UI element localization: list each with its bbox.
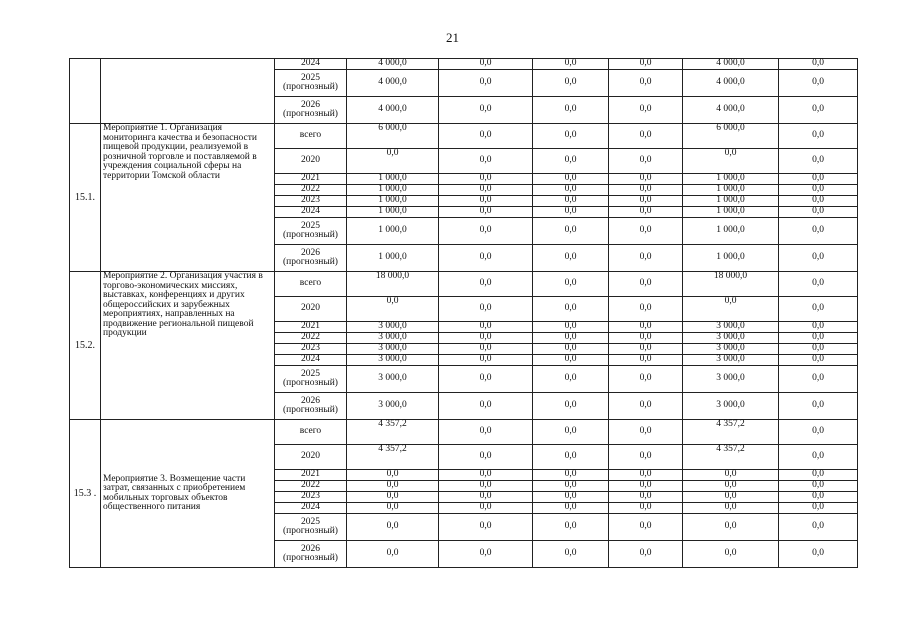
value-cell: 0,0	[533, 196, 609, 207]
year-label: 2026	[301, 395, 320, 406]
value-cell: 0,0	[533, 355, 609, 366]
value-cell: 0,0	[533, 97, 609, 124]
value-cell: 0,0	[439, 218, 533, 245]
value-cell: 3 000,0	[683, 344, 779, 355]
value-cell: 3 000,0	[683, 393, 779, 420]
value-cell: 0,0	[439, 514, 533, 541]
year-cell	[275, 218, 347, 245]
year-cell	[275, 297, 347, 322]
value-cell: 4 000,0	[683, 59, 779, 70]
value-cell: 0,0	[347, 297, 439, 322]
value-cell: 0,0	[439, 481, 533, 492]
value-cell: 4 000,0	[347, 97, 439, 124]
year-cell	[275, 322, 347, 333]
year-cell	[275, 514, 347, 541]
value-cell: 0,0	[683, 149, 779, 174]
value-cell: 0,0	[609, 366, 683, 393]
value-cell: 0,0	[533, 174, 609, 185]
activity-code: 15.2.	[70, 272, 101, 420]
value-cell: 0,0	[533, 124, 609, 149]
value-cell: 0,0	[439, 196, 533, 207]
value-cell: 0,0	[533, 70, 609, 97]
budget-table	[69, 58, 858, 568]
value-cell: 0,0	[533, 481, 609, 492]
value-cell: 3 000,0	[347, 333, 439, 344]
year-label: 2021	[301, 173, 320, 184]
value-cell: 0,0	[779, 541, 858, 568]
year-forecast-note: (прогнозный)	[283, 526, 338, 536]
year-label: 2025	[301, 368, 320, 379]
activity-code: 15.3 .	[70, 420, 101, 568]
year-label: 2022	[301, 480, 320, 491]
value-cell: 0,0	[609, 344, 683, 355]
value-cell: 0,0	[533, 149, 609, 174]
year-forecast-note: (прогнозный)	[283, 109, 338, 119]
value-cell: 0,0	[609, 445, 683, 470]
year-label: 2026	[301, 99, 320, 110]
value-cell: 1 000,0	[683, 207, 779, 218]
year-forecast-note: (прогнозный)	[283, 378, 338, 388]
value-cell: 0,0	[779, 207, 858, 218]
value-cell: 0,0	[533, 185, 609, 196]
value-cell: 4 357,2	[347, 445, 439, 470]
value-cell: 6 000,0	[683, 124, 779, 149]
year-cell	[275, 366, 347, 393]
year-label: 2026	[301, 247, 320, 258]
value-cell: 3 000,0	[347, 366, 439, 393]
year-cell	[275, 470, 347, 481]
year-forecast-note: (прогнозный)	[283, 257, 338, 267]
value-cell: 0,0	[533, 541, 609, 568]
year-cell	[275, 149, 347, 174]
value-cell: 1 000,0	[347, 196, 439, 207]
value-cell: 0,0	[779, 149, 858, 174]
value-cell: 0,0	[683, 492, 779, 503]
value-cell: 4 000,0	[683, 70, 779, 97]
value-cell: 0,0	[533, 297, 609, 322]
value-cell: 3 000,0	[683, 322, 779, 333]
value-cell: 3 000,0	[347, 393, 439, 420]
value-cell: 0,0	[609, 503, 683, 514]
value-cell: 0,0	[609, 97, 683, 124]
year-cell	[275, 393, 347, 420]
value-cell: 0,0	[439, 355, 533, 366]
value-cell: 0,0	[779, 174, 858, 185]
description-cell-empty	[101, 59, 275, 124]
value-cell: 0,0	[683, 470, 779, 481]
value-cell: 0,0	[609, 355, 683, 366]
year-cell	[275, 445, 347, 470]
year-label: 2023	[301, 195, 320, 206]
value-cell: 0,0	[609, 333, 683, 344]
value-cell: 0,0	[779, 344, 858, 355]
value-cell: 18 000,0	[347, 272, 439, 297]
year-label: 2025	[301, 220, 320, 231]
value-cell: 0,0	[533, 59, 609, 70]
table-row	[70, 59, 858, 70]
year-label: всего	[299, 130, 322, 141]
value-cell: 3 000,0	[683, 355, 779, 366]
value-cell: 0,0	[779, 70, 858, 97]
activity-description: Мероприятие 3. Возмещение части затрат, связанных с приобретением мобильных торговых объектов общественного питания	[101, 420, 275, 568]
value-cell: 0,0	[439, 59, 533, 70]
value-cell: 0,0	[609, 59, 683, 70]
value-cell: 0,0	[779, 245, 858, 272]
value-cell: 18 000,0	[683, 272, 779, 297]
value-cell: 0,0	[609, 514, 683, 541]
value-cell: 0,0	[609, 149, 683, 174]
value-cell: 1 000,0	[347, 207, 439, 218]
value-cell: 0,0	[609, 196, 683, 207]
year-label: 2021	[301, 321, 320, 332]
year-cell	[275, 541, 347, 568]
value-cell: 0,0	[439, 503, 533, 514]
value-cell: 0,0	[439, 344, 533, 355]
year-label: 2025	[301, 516, 320, 527]
year-label: 2020	[301, 155, 320, 166]
value-cell: 0,0	[533, 218, 609, 245]
value-cell: 0,0	[779, 445, 858, 470]
year-forecast-note: (прогнозный)	[283, 405, 338, 415]
value-cell: 0,0	[439, 420, 533, 445]
value-cell: 0,0	[683, 541, 779, 568]
value-cell: 0,0	[609, 322, 683, 333]
table-row	[70, 420, 858, 445]
value-cell: 0,0	[609, 492, 683, 503]
table-body	[70, 59, 858, 568]
year-cell	[275, 503, 347, 514]
year-label: всего	[299, 426, 322, 437]
value-cell: 1 000,0	[347, 218, 439, 245]
value-cell: 0,0	[609, 297, 683, 322]
year-label: 2021	[301, 469, 320, 480]
year-cell	[275, 207, 347, 218]
year-label: всего	[299, 278, 322, 289]
year-label: 2024	[301, 206, 320, 217]
value-cell: 0,0	[683, 481, 779, 492]
value-cell: 0,0	[347, 492, 439, 503]
value-cell: 0,0	[609, 124, 683, 149]
value-cell: 0,0	[439, 185, 533, 196]
year-forecast-note: (прогнозный)	[283, 553, 338, 563]
value-cell: 1 000,0	[347, 185, 439, 196]
value-cell: 0,0	[609, 420, 683, 445]
value-cell: 0,0	[779, 481, 858, 492]
year-cell	[275, 97, 347, 124]
page-number: 21	[446, 30, 459, 45]
year-label: 2024	[301, 354, 320, 365]
value-cell: 0,0	[533, 366, 609, 393]
value-cell: 3 000,0	[683, 366, 779, 393]
value-cell: 0,0	[533, 503, 609, 514]
value-cell: 0,0	[439, 149, 533, 174]
value-cell: 0,0	[439, 272, 533, 297]
year-cell	[275, 59, 347, 70]
value-cell: 0,0	[779, 355, 858, 366]
year-cell	[275, 333, 347, 344]
value-cell: 3 000,0	[683, 333, 779, 344]
value-cell: 1 000,0	[683, 196, 779, 207]
value-cell: 4 357,2	[347, 420, 439, 445]
value-cell: 0,0	[439, 297, 533, 322]
value-cell: 3 000,0	[347, 322, 439, 333]
value-cell: 0,0	[779, 366, 858, 393]
value-cell: 6 000,0	[347, 124, 439, 149]
year-cell	[275, 70, 347, 97]
value-cell: 0,0	[779, 333, 858, 344]
value-cell: 1 000,0	[683, 245, 779, 272]
value-cell: 0,0	[439, 393, 533, 420]
year-label: 2023	[301, 491, 320, 502]
value-cell: 0,0	[439, 541, 533, 568]
value-cell: 0,0	[609, 185, 683, 196]
value-cell: 0,0	[779, 297, 858, 322]
value-cell: 3 000,0	[347, 344, 439, 355]
year-label: 2024	[301, 502, 320, 513]
value-cell: 0,0	[439, 445, 533, 470]
year-cell	[275, 124, 347, 149]
value-cell: 4 000,0	[347, 70, 439, 97]
value-cell: 4 000,0	[347, 59, 439, 70]
value-cell: 0,0	[779, 97, 858, 124]
value-cell: 0,0	[609, 245, 683, 272]
value-cell: 0,0	[779, 218, 858, 245]
value-cell: 0,0	[779, 503, 858, 514]
value-cell: 4 357,2	[683, 420, 779, 445]
value-cell: 0,0	[609, 470, 683, 481]
value-cell: 0,0	[533, 393, 609, 420]
value-cell: 1 000,0	[347, 174, 439, 185]
value-cell: 0,0	[533, 207, 609, 218]
value-cell: 0,0	[683, 503, 779, 514]
value-cell: 1 000,0	[683, 174, 779, 185]
year-cell	[275, 196, 347, 207]
value-cell: 0,0	[779, 322, 858, 333]
value-cell: 0,0	[533, 322, 609, 333]
value-cell: 0,0	[609, 70, 683, 97]
value-cell: 0,0	[533, 514, 609, 541]
value-cell: 0,0	[439, 70, 533, 97]
value-cell: 0,0	[609, 481, 683, 492]
value-cell: 0,0	[779, 272, 858, 297]
year-cell	[275, 481, 347, 492]
value-cell: 0,0	[779, 514, 858, 541]
activity-code: 15.1.	[70, 124, 101, 272]
year-cell	[275, 185, 347, 196]
value-cell: 0,0	[779, 185, 858, 196]
value-cell: 0,0	[683, 297, 779, 322]
value-cell: 1 000,0	[683, 218, 779, 245]
year-cell	[275, 272, 347, 297]
value-cell: 0,0	[609, 207, 683, 218]
value-cell: 0,0	[439, 97, 533, 124]
value-cell: 0,0	[533, 470, 609, 481]
year-cell	[275, 355, 347, 366]
value-cell: 0,0	[439, 333, 533, 344]
value-cell: 0,0	[779, 124, 858, 149]
year-label: 2020	[301, 303, 320, 314]
year-label: 2025	[301, 72, 320, 83]
year-forecast-note: (прогнозный)	[283, 230, 338, 240]
value-cell: 0,0	[609, 541, 683, 568]
value-cell: 0,0	[439, 322, 533, 333]
table-row	[70, 272, 858, 297]
value-cell: 4 000,0	[683, 97, 779, 124]
value-cell: 4 357,2	[683, 445, 779, 470]
value-cell: 0,0	[347, 149, 439, 174]
year-cell	[275, 174, 347, 185]
year-cell	[275, 420, 347, 445]
value-cell: 0,0	[347, 541, 439, 568]
value-cell: 0,0	[533, 245, 609, 272]
value-cell: 0,0	[609, 218, 683, 245]
value-cell: 0,0	[609, 393, 683, 420]
value-cell: 0,0	[533, 333, 609, 344]
value-cell: 0,0	[779, 393, 858, 420]
activity-description: Мероприятие 1. Организация мониторинга качества и безопасности пищевой продукции, реализуемой в розничной торговле и поставляемой в учреждения социальной сферы на территории Томской области	[101, 124, 275, 272]
value-cell: 1 000,0	[683, 185, 779, 196]
year-label: 2022	[301, 332, 320, 343]
value-cell: 0,0	[779, 420, 858, 445]
year-forecast-note: (прогнозный)	[283, 82, 338, 92]
value-cell: 0,0	[609, 272, 683, 297]
value-cell: 0,0	[533, 344, 609, 355]
activity-description: Мероприятие 2. Организация участия в торгово-экономических миссиях, выставках, конференциях и других общероссийских и зарубежных мероприятиях, направленных на продвижение региональной пищевой продукции	[101, 272, 275, 420]
value-cell: 0,0	[347, 470, 439, 481]
value-cell: 0,0	[439, 366, 533, 393]
value-cell: 0,0	[683, 514, 779, 541]
value-cell: 0,0	[779, 59, 858, 70]
value-cell: 0,0	[533, 420, 609, 445]
value-cell: 0,0	[439, 470, 533, 481]
year-cell	[275, 492, 347, 503]
value-cell: 0,0	[347, 481, 439, 492]
year-label: 2023	[301, 343, 320, 354]
value-cell: 0,0	[779, 492, 858, 503]
value-cell: 0,0	[779, 196, 858, 207]
value-cell: 0,0	[533, 445, 609, 470]
year-label: 2020	[301, 451, 320, 462]
value-cell: 0,0	[439, 174, 533, 185]
code-cell-empty	[70, 59, 101, 124]
year-cell	[275, 344, 347, 355]
year-label: 2026	[301, 543, 320, 554]
value-cell: 3 000,0	[347, 355, 439, 366]
year-label: 2022	[301, 184, 320, 195]
value-cell: 0,0	[347, 514, 439, 541]
value-cell: 0,0	[439, 492, 533, 503]
value-cell: 0,0	[347, 503, 439, 514]
table-row	[70, 124, 858, 149]
value-cell: 0,0	[439, 245, 533, 272]
value-cell: 0,0	[533, 272, 609, 297]
value-cell: 1 000,0	[347, 245, 439, 272]
value-cell: 0,0	[609, 174, 683, 185]
value-cell: 0,0	[533, 492, 609, 503]
value-cell: 0,0	[439, 207, 533, 218]
value-cell: 0,0	[779, 470, 858, 481]
year-label: 2024	[301, 58, 320, 69]
value-cell: 0,0	[439, 124, 533, 149]
year-cell	[275, 245, 347, 272]
